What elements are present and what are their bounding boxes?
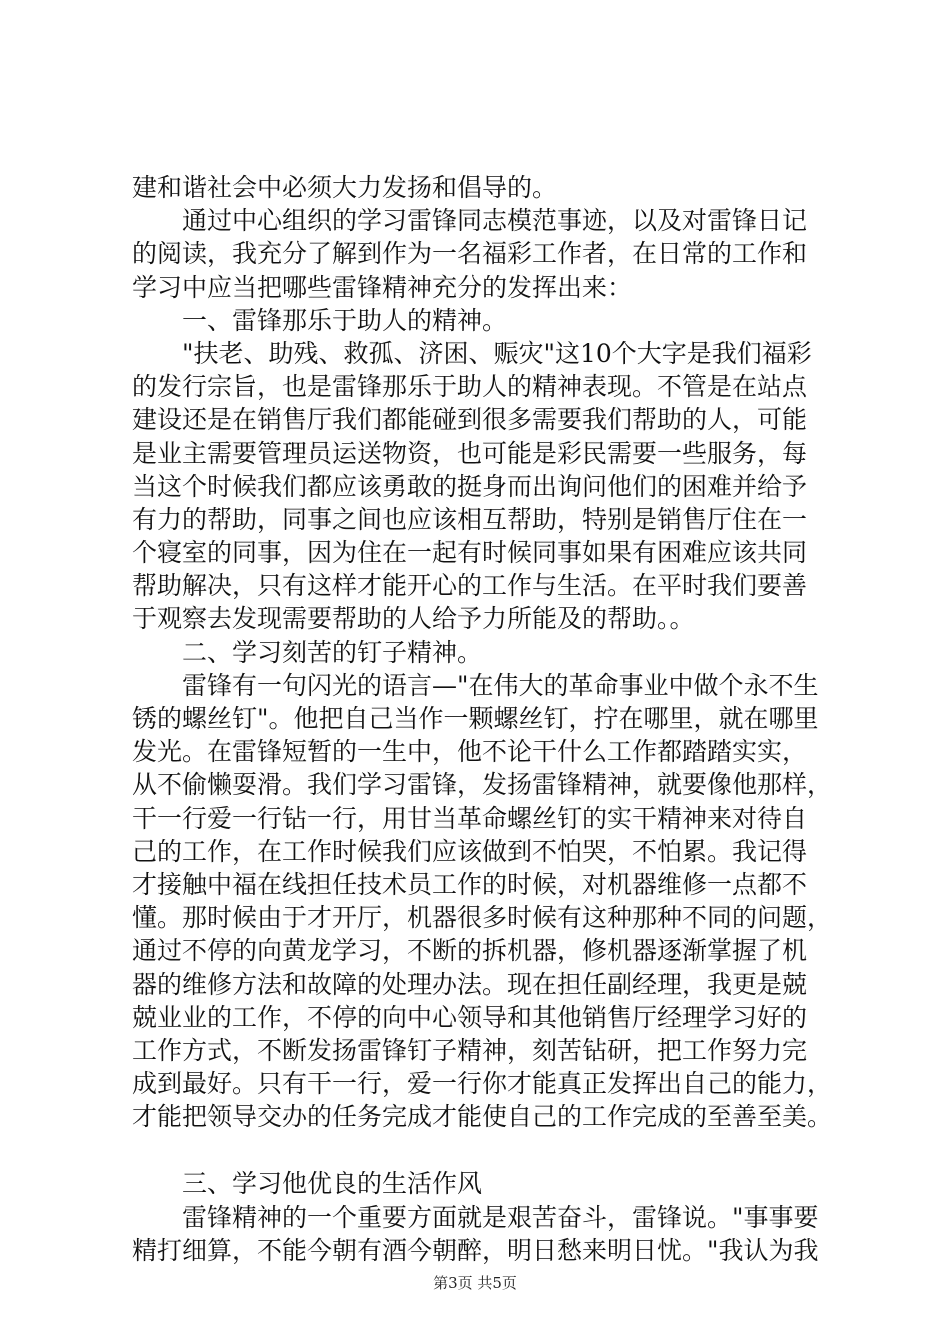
text-line: 干一行爱一行钻一行，用甘当革命螺丝钉的实干精神来对待自	[132, 803, 808, 833]
section-heading-2: 二、学习刻苦的钉子精神。	[182, 637, 483, 667]
paragraph-start: "扶老、助残、救孤、济困、赈灾"这10个大字是我们福彩	[182, 338, 812, 368]
text-line: 是业主需要管理员运送物资，也可能是彩民需要一些服务，每	[132, 438, 808, 468]
text-line: 于观察去发现需要帮助的人给予力所能及的帮助。。	[132, 604, 695, 634]
document-body	[132, 171, 832, 1267]
text-line: 学习中应当把哪些雷锋精神充分的发挥出来：	[132, 272, 633, 302]
text-line: 己的工作，在工作时候我们应该做到不怕哭，不怕累。我记得	[132, 836, 808, 866]
text-line: 工作方式，不断发扬雷锋钉子精神，刻苦钻研，把工作努力完	[132, 1035, 808, 1065]
text-line: 个寝室的同事，因为住在一起有时候同事如果有困难应该共同	[132, 538, 808, 568]
section-heading-3: 三、学习他优良的生活作风	[182, 1169, 483, 1199]
text-line: 有力的帮助，同事之间也应该相互帮助，特别是销售厅住在一	[132, 504, 808, 534]
text-line: 器的维修方法和故障的处理办法。现在担任副经理，我更是兢	[132, 969, 808, 999]
text-line: 从不偷懒耍滑。我们学习雷锋，发扬雷锋精神，就要像他那样，	[132, 770, 833, 800]
text-line: 锈的螺丝钉"。他把自己当作一颗螺丝钉，拧在哪里，就在哪里	[132, 704, 819, 733]
text-line: 帮助解决，只有这样才能开心的工作与生活。在平时我们要善	[132, 571, 808, 601]
text-line: 兢业业的工作，不停的向中心领导和其他销售厅经理学习好的	[132, 1002, 808, 1032]
text-line: 通过不停的向黄龙学习，不断的拆机器，修机器逐渐掌握了机	[132, 936, 808, 966]
text-line: 建和谐社会中必须大力发扬和倡导的。	[132, 173, 558, 202]
text-line: 当这个时候我们都应该勇敢的挺身而出询问他们的困难并给予	[132, 471, 808, 501]
text-line: 懂。那时候由于才开厅，机器很多时候有这种那种不同的问题，	[132, 903, 833, 933]
text-line: 才能把领导交办的任务完成才能使自己的工作完成的至善至美。	[132, 1102, 833, 1132]
section-heading-1: 一、雷锋那乐于助人的精神。	[182, 305, 508, 335]
page-indicator: 第3页 共5页	[433, 1274, 517, 1292]
text-line: 的发行宗旨，也是雷锋那乐于助人的精神表现。不管是在站点	[132, 372, 808, 402]
text-line: 建设还是在销售厅我们都能碰到很多需要我们帮助的人，可能	[132, 405, 808, 435]
text-line: 才接触中福在线担任技术员工作的时候，对机器维修一点都不	[132, 869, 808, 899]
text-line: 的阅读，我充分了解到作为一名福彩工作者，在日常的工作和	[132, 239, 808, 269]
paragraph-start: 雷锋有一句闪光的语言—"在伟大的革命事业中做个永不生	[182, 670, 819, 700]
paragraph-gap	[132, 1133, 832, 1167]
text-line: 精打细算，不能今朝有酒今朝醉，明日愁来明日忧。"我认为我	[132, 1235, 819, 1265]
paragraph-start: 通过中心组织的学习雷锋同志模范事迹，以及对雷锋日记	[182, 206, 808, 236]
paragraph-start: 雷锋精神的一个重要方面就是艰苦奋斗，雷锋说。"事事要	[182, 1202, 819, 1232]
text-line: 发光。在雷锋短暂的一生中，他不论干什么工作都踏踏实实，	[132, 737, 808, 767]
text-line: 成到最好。只有干一行，爱一行你才能真正发挥出自己的能力，	[132, 1069, 833, 1099]
